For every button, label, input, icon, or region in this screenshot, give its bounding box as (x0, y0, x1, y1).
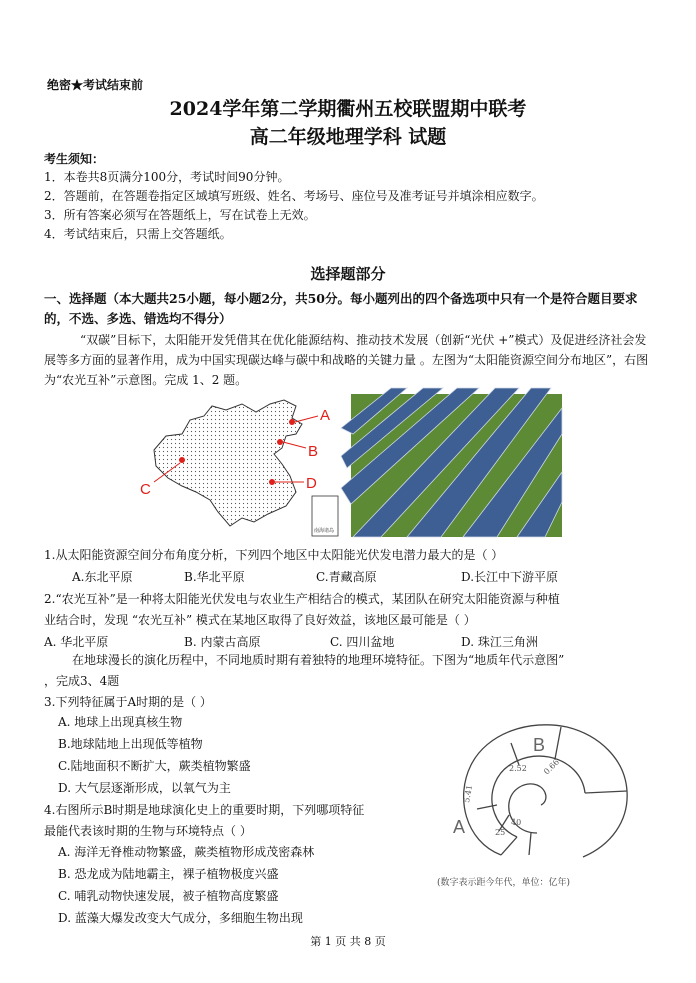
q2-option-a: A. 华北平原 (44, 635, 109, 649)
page-footer: 第 1 页 共 8 页 (310, 935, 386, 948)
q2-stem-line2: 业结合时，发现 “农光互补” 模式在某地区取得了良好效益，该地区最可能是（ ） (44, 613, 476, 627)
q4-option-a: A. 海洋无脊椎动物繁盛，蕨类植物形成茂密森林 (58, 845, 315, 859)
q4-stem-line1: 4.右图所示B时期是地球演化史上的重要时期，下列哪项特征 (44, 803, 365, 817)
q2-option-b: B. 内蒙古高原 (184, 635, 261, 649)
notice-item: 4．考试结束后，只需上交答题纸。 (44, 227, 232, 241)
confidential-mark: 绝密★考试结束前 (47, 78, 144, 92)
age-0-66: 0.66 (542, 757, 562, 777)
q3-option-b: B.地球陆地上出现低等植物 (58, 737, 203, 751)
exam-title: 2024学年第二学期衢州五校联盟期中联考 (169, 98, 527, 120)
spiral-inner-edge (492, 756, 585, 837)
q2-stem-line1: 2.“农光互补”是一种将太阳能光伏发电与农业生产相结合的模式，某团队在研究太阳能资源与种植 (44, 592, 560, 606)
china-outline (154, 400, 302, 526)
age-2-52: 2.52 (509, 764, 527, 773)
point-d (269, 479, 275, 485)
q1-stem: 1.从太阳能资源空间分布角度分析，下列四个地区中太阳能光伏发电潜力最大的是（ ） (44, 548, 504, 562)
period-b-label: B (533, 735, 546, 755)
notice-heading: 考生须知： (44, 152, 105, 166)
section-title: 选择题部分 (310, 265, 386, 283)
inset-label: 南海诸岛 (314, 528, 335, 534)
q1-option-c: C.青藏高原 (316, 570, 377, 584)
q4-option-c: C. 哺乳动物快速发展，被子植物高度繁盛 (58, 889, 279, 903)
passage-2-line2: ，完成3、4题 (44, 674, 120, 688)
label-c: C (140, 481, 151, 498)
notice-item: 2．答题前，在答题卷指定区域填写班级、姓名、考场号、座位号及准考证号并填涂相应数字。 (44, 189, 544, 203)
q4-option-b: B. 恐龙成为陆地霸主，裸子植物极度兴盛 (58, 867, 279, 881)
label-b: B (308, 443, 319, 460)
q1-option-d: D.长江中下游平原 (461, 570, 559, 584)
q1-option-a: A.东北平原 (72, 570, 133, 584)
q2-option-d: D. 珠江三角洲 (461, 635, 538, 649)
age-25: 25 (495, 828, 506, 837)
q3-option-c: C.陆地面积不断扩大，蕨类植物繁盛 (58, 759, 251, 773)
passage-2-line1: 在地球漫长的演化历程中，不同地质时期有着独特的地理环境特征。下图为“地质年代示意图” (72, 653, 565, 667)
q3-stem: 3.下列特征属于A时期的是（ ） (44, 695, 212, 709)
part-heading: 一、选择题（本大题共25小题，每小题2分，共50分。每小题列出的四个备选项中只有一个是符合题目要求的，不选、多选、错选均不得分） (44, 291, 638, 326)
point-b (277, 439, 283, 445)
spiral-outer-edge (464, 725, 628, 857)
point-a (289, 419, 295, 425)
solar-resource-map (140, 398, 346, 538)
q2-option-c: C. 四川盆地 (330, 635, 395, 649)
notice-item: 3．所有答案必须写在答题纸上，写在试卷上无效。 (44, 208, 316, 222)
geologic-time-spiral (437, 705, 637, 890)
age-5-41: 5.41 (462, 784, 475, 804)
q1-option-b: B.华北平原 (184, 570, 245, 584)
notice-item: 1．本卷共8页满分100分，考试时间90分钟。 (44, 170, 290, 184)
q3-option-d: D. 大气层逐渐形成，以氧气为主 (58, 781, 231, 795)
q3-option-a: A. 地球上出现真核生物 (58, 715, 183, 729)
geo-caption: (数字表示距今年代，单位：亿年) (437, 878, 571, 888)
q4-option-d: D. 蓝藻大爆发改变大气成分，多细胞生物出现 (58, 911, 303, 925)
passage-1: “双碳”目标下，太阳能开发凭借其在优化能源结构、推动技术发展（创新“光伏 +”模式）及促进经济社会发展等多方面的显著作用，成为中国实现碳达峰与碳中和战略的关键力量 。左图为“太阳能资源空间分布地区”，右图为“农光互补”示意图。完成 1、2 题。 (44, 333, 649, 387)
exam-subtitle: 高二年级地理学科 试题 (249, 126, 447, 148)
point-c (179, 457, 185, 463)
label-d: D (306, 475, 317, 492)
q4-stem-line2: 最能代表该时期的生物与环境特点（ ） (44, 824, 252, 838)
label-a: A (320, 407, 331, 424)
period-a-label: A (453, 817, 466, 837)
agrivoltaic-photo (351, 394, 562, 537)
age-40: 40 (511, 818, 522, 827)
